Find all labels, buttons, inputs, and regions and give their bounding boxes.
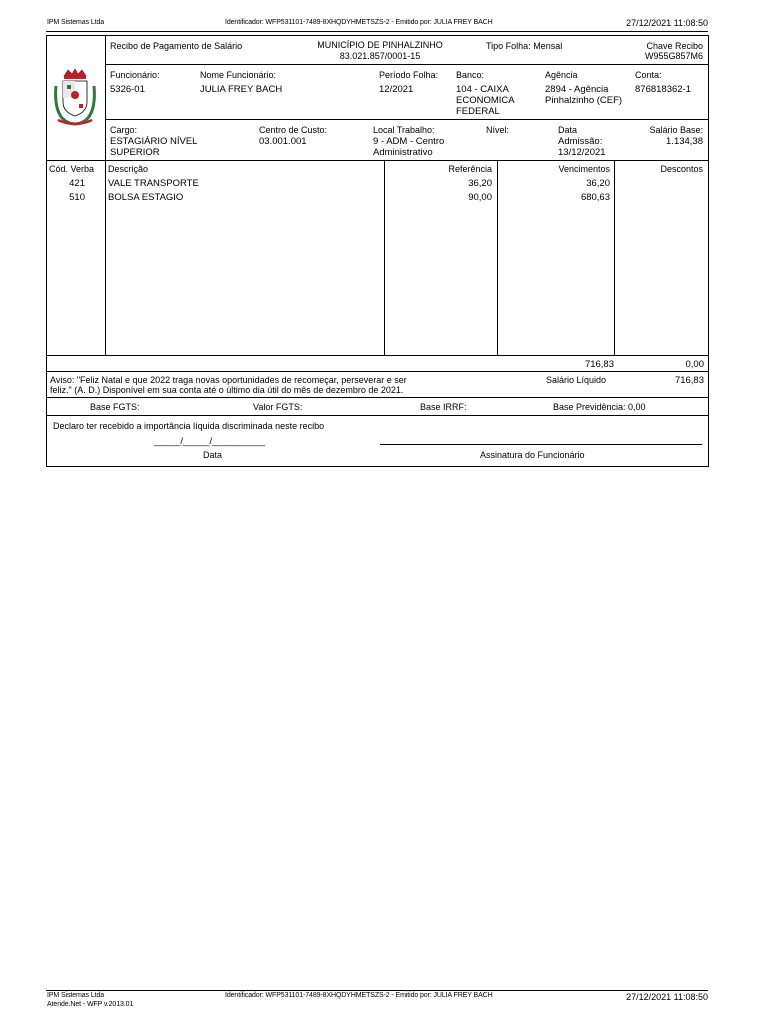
net-salary-value: 716,83 bbox=[674, 375, 704, 386]
local-line2: Administrativo bbox=[373, 147, 433, 158]
receipt-key-value: W955G857M6 bbox=[644, 51, 703, 61]
col-header-reference: Referência bbox=[448, 164, 492, 174]
footer-identifier: Identificador: WFP531101-7489-8XHQDYHMETSZS-2 - Emitido por: JULIA FREY BACH bbox=[225, 992, 493, 999]
employee-id-label: Funcionário: bbox=[110, 70, 160, 80]
signature-label: Assinatura do Funcionário bbox=[480, 450, 585, 460]
cost-center-value: 03.001.001 bbox=[259, 136, 307, 147]
row-code: 510 bbox=[69, 192, 85, 203]
date-label: Data bbox=[558, 125, 578, 135]
cargo-line1: ESTAGIÁRIO NÍVEL bbox=[110, 136, 198, 147]
account-value: 876818362-1 bbox=[635, 84, 691, 95]
period-value: 12/2021 bbox=[379, 84, 414, 95]
declaration-text: Declaro ter recebido a importância líquida discriminada neste recibo bbox=[53, 421, 325, 431]
cargo-label: Cargo: bbox=[110, 125, 138, 135]
total-deductions: 0,00 bbox=[685, 359, 704, 370]
municipality-cnpj: 83.021.857/0001-15 bbox=[339, 51, 421, 61]
agency-line2: Pinhalzinho (CEF) bbox=[545, 95, 623, 106]
cost-center-label: Centro de Custo: bbox=[259, 125, 328, 135]
account-label: Conta: bbox=[635, 70, 662, 80]
base-pension-label: Base Previdência: 0,00 bbox=[553, 402, 646, 412]
footer-company: IPM Sistemas Ltda bbox=[47, 992, 105, 999]
footer-rule bbox=[46, 990, 708, 991]
col-header-code: Cód. Verba bbox=[49, 164, 95, 174]
local-label: Local Trabalho: bbox=[373, 125, 435, 135]
base-irrf-label: Base IRRF: bbox=[420, 402, 467, 412]
municipality-name: MUNICÍPIO DE PINHALZINHO bbox=[317, 40, 443, 50]
value-fgts-label: Valor FGTS: bbox=[253, 402, 303, 412]
row-earnings: 680,63 bbox=[580, 192, 610, 203]
row-reference: 90,00 bbox=[468, 192, 492, 203]
receipt-title: Recibo de Pagamento de Salário bbox=[110, 41, 243, 51]
row-description: BOLSA ESTAGIO bbox=[108, 192, 184, 203]
salary-base-label: Salário Base: bbox=[649, 125, 703, 135]
header-datetime: 27/12/2021 11:08:50 bbox=[626, 18, 708, 28]
col-header-deductions: Descontos bbox=[660, 164, 703, 174]
declaration-date-label: Data bbox=[203, 450, 223, 460]
period-label: Período Folha: bbox=[379, 70, 439, 80]
footer-version: Atende.Net - WFP v.2013.01 bbox=[47, 1001, 134, 1008]
bank-line1: 104 - CAIXA bbox=[456, 84, 509, 95]
agency-line1: 2894 - Agência bbox=[545, 84, 609, 95]
total-earnings: 716,83 bbox=[584, 359, 614, 370]
notice-line1: Aviso: "Feliz Natal e que 2022 traga novas oportunidades de recomeçar, perseverar e ser bbox=[50, 375, 407, 385]
bank-line2: ECONOMICA bbox=[456, 95, 515, 106]
row-code: 421 bbox=[69, 178, 85, 189]
header-company: IPM Sistemas Ltda bbox=[47, 19, 105, 26]
net-salary-label: Salário Líquido bbox=[546, 375, 607, 385]
salary-base-value: 1.134,38 bbox=[666, 136, 703, 147]
date-blank[interactable]: _____/_____/__________ bbox=[154, 436, 265, 447]
col-header-earnings: Vencimentos bbox=[558, 164, 610, 174]
cargo-line2: SUPERIOR bbox=[110, 147, 160, 158]
level-label: Nível: bbox=[486, 125, 510, 135]
receipt-key-label: Chave Recibo bbox=[646, 41, 703, 51]
local-line1: 9 - ADM - Centro bbox=[373, 136, 445, 147]
bank-line3: FEDERAL bbox=[456, 106, 500, 117]
admission-value: 13/12/2021 bbox=[558, 147, 606, 158]
bank-label: Banco: bbox=[456, 70, 485, 80]
folha-type: Tipo Folha: Mensal bbox=[486, 41, 563, 51]
header-identifier: Identificador: WFP531101-7489-8XHQDYHMETSZS-2 - Emitido por: JULIA FREY BACH bbox=[225, 19, 493, 26]
footer-datetime: 27/12/2021 11:08:50 bbox=[626, 992, 708, 1002]
employee-name-value: JULIA FREY BACH bbox=[200, 84, 283, 95]
row-earnings: 36,20 bbox=[586, 178, 610, 189]
employee-id-value: 5326-01 bbox=[110, 84, 145, 95]
base-fgts-label: Base FGTS: bbox=[90, 402, 140, 412]
municipal-seal-icon bbox=[50, 68, 100, 128]
row-reference: 36,20 bbox=[468, 178, 492, 189]
notice-line2: feliz." (A. D.) Disponível em sua conta até o último dia útil do mês de dezembro de 2021. bbox=[50, 385, 404, 395]
col-header-description: Descrição bbox=[108, 164, 149, 174]
employee-name-label: Nome Funcionário: bbox=[200, 70, 277, 80]
header-rule bbox=[46, 31, 708, 32]
signature-line[interactable] bbox=[380, 444, 702, 445]
admission-label: Admissão: bbox=[558, 136, 603, 147]
row-description: VALE TRANSPORTE bbox=[108, 178, 199, 189]
agency-label: Agência bbox=[545, 70, 578, 80]
